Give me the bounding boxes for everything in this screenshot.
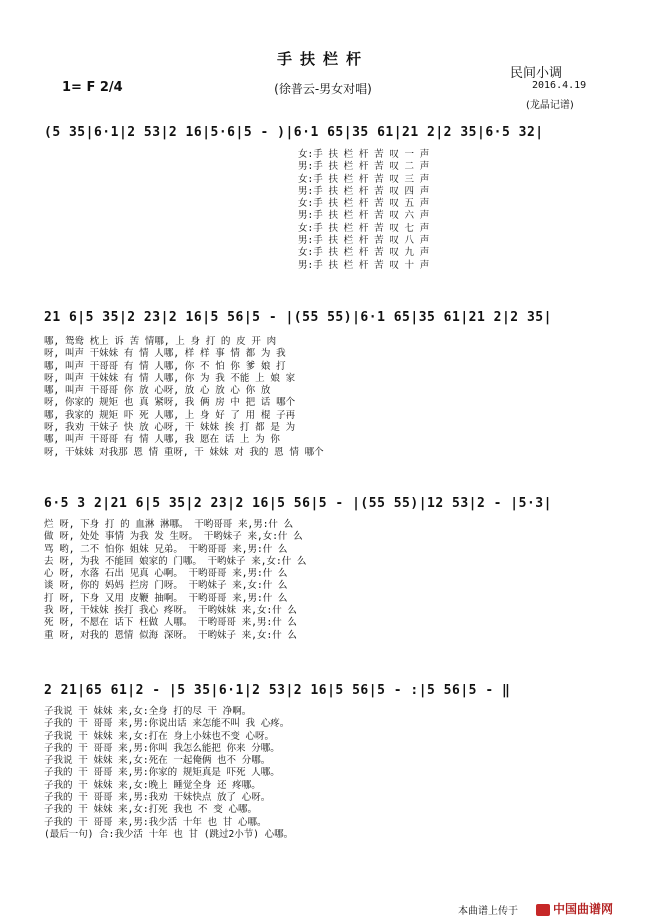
lyric-line: 子我的 干 哥哥 来,男:我劝 干妹快点 放了 心呀。 <box>44 792 271 804</box>
lyric-line: 呀, 叫声 干妹妹 有 情 人哪, 你 为 我 不能 上 娘 家 <box>44 372 296 384</box>
lyric-line: 男:手 扶 栏 杆 苦 叹 十 声 <box>298 259 430 271</box>
notation-line-2: 21 6|5 35|2 23|2 16|5 56|5 - |(55 55)|6·1 65|35 61|21 2|2 35| <box>44 310 552 325</box>
key-signature: 1= F 2/4 <box>62 80 123 95</box>
lyric-line: 女:手 扶 栏 杆 苦 叹 七 声 <box>298 222 430 234</box>
lyric-line: 男:手 扶 栏 杆 苦 叹 二 声 <box>298 161 430 173</box>
notation-line-3: 6·5 3 2|21 6|5 35|2 23|2 16|5 56|5 - |(55 55)|12 53|2 - |5·3| <box>44 496 552 511</box>
lyric-line: 子我说 干 妹妹 来,女:死在 一起俺俩 也不 分哪。 <box>44 755 271 767</box>
lyric-line: 男:手 扶 栏 杆 苦 叹 四 声 <box>298 185 430 197</box>
lyric-line: 呀, 我劝 干妹子 快 放 心呀, 干 妹妹 挨 打 都 是 为 <box>44 422 296 434</box>
site-logo-icon <box>536 904 550 916</box>
song-origin: 民间小调 <box>510 66 563 81</box>
lyric-line: 呀, 你家的 规矩 也 真 紧呀, 我 俩 房 中 把 话 哪个 <box>44 397 296 409</box>
lyric-line: 女:手 扶 栏 杆 苦 叹 九 声 <box>298 247 430 259</box>
lyrics-block-3 <box>44 519 306 642</box>
notation-line-4: 2 21|65 61|2 - |5 35|6·1|2 53|2 16|5 56|5 - :|5 56|5 - ‖ <box>44 683 511 698</box>
lyric-line: 谈 呀, 你的 妈妈 拦房 门呀。 干哟妹子 来,女:什 么 <box>44 580 288 592</box>
lyric-line: 去 呀, 为我 不能回 娘家的 门哪。 干哟妹子 来,女:什 么 <box>44 555 307 567</box>
lyric-line: 哪, 叫声 干哥哥 有 情 人哪, 你 不 怕 你 爹 娘 打 <box>44 360 286 372</box>
lyric-line: 女:手 扶 栏 杆 苦 叹 五 声 <box>298 198 430 210</box>
lyrics-block-2 <box>44 336 324 459</box>
transcriber: (龙晶记谱) <box>526 100 574 111</box>
song-subtitle: (徐普云-男女对唱) <box>274 82 372 96</box>
lyric-line: 哪, 叫声 干哥哥 你 放 心呀, 放 心 放 心 你 放 <box>44 385 271 397</box>
lyric-line: 男:手 扶 栏 杆 苦 叹 八 声 <box>298 235 430 247</box>
song-title: 手扶栏杆 <box>276 50 369 68</box>
lyric-line: 子我的 干 哥哥 来,男:你说出话 来怎能不叫 我 心疼。 <box>44 718 290 730</box>
lyric-line: 哪, 我家的 规矩 吓 死 人哪, 上 身 好 了 用 棍 子再 <box>44 409 296 421</box>
lyric-line: 哪, 叫声 干哥哥 有 情 人哪, 我 愿在 话 上 为 你 <box>44 434 280 446</box>
lyric-line: 女:手 扶 栏 杆 苦 叹 一 声 <box>298 149 430 160</box>
site-logo[interactable] <box>536 900 613 917</box>
lyric-line: 呀, 干妹妹 对我那 恩 情 重呀, 干 妹妹 对 我的 恩 情 哪个 <box>44 446 324 458</box>
lyric-line: 烂 呀, 下身 打 的 血淋 淋哪。 干哟哥哥 来,男:什 么 <box>44 519 294 530</box>
lyric-line: 我 呀, 干妹妹 挨打 我心 疼呀。 干哟妹妹 来,女:什 么 <box>44 605 297 617</box>
lyric-line: 子我的 干 妹妹 来,女:晚上 睡觉全身 还 疼哪。 <box>44 779 261 791</box>
lyric-line: 子我的 干 哥哥 来,男:我少活 十年 也 甘 心哪。 <box>44 816 267 828</box>
lyrics-block-1 <box>298 149 429 272</box>
lyric-line: 骂 哟, 二不 怕你 姐妹 兄弟。 干哟哥哥 来,男:什 么 <box>44 543 288 555</box>
transcription-date: 2016.4.19 <box>532 80 587 91</box>
lyric-line: 死 呀, 不愿在 话下 枉做 人哪。 干哟哥哥 来,男:什 么 <box>44 617 297 629</box>
lyric-line: 心 呀, 水落 石出 见真 心啊。 干哟哥哥 来,男:什 么 <box>44 568 288 580</box>
site-name: 中国曲谱网 <box>553 902 614 916</box>
lyric-line: 哪, 鸳鸯 枕上 诉 苦 情哪, 上 身 打 的 皮 开 肉 <box>44 336 277 347</box>
lyric-line: 打 呀, 下身 又用 皮鞭 抽啊。 干哟哥哥 来,男:什 么 <box>44 592 288 604</box>
lyric-line: (最后一句) 合:我少活 十年 也 甘 (跳过2小节) 心哪。 <box>44 828 294 840</box>
lyric-line: 子我说 干 妹妹 来,女:全身 打的尽 干 净啊。 <box>44 706 252 717</box>
lyric-line: 子我的 干 哥哥 来,男:你叫 我怎么能把 你来 分哪。 <box>44 742 280 754</box>
lyric-line: 子我的 干 妹妹 来,女:打死 我也 不 变 心哪。 <box>44 804 257 816</box>
notation-line-1: (5 35|6·1|2 53|2 16|5·6|5 - )|6·1 65|35 61|21 2|2 35|6·5 32| <box>44 125 544 140</box>
lyrics-block-4 <box>44 706 293 841</box>
upload-notice: 本曲谱上传于 <box>458 906 518 917</box>
lyric-line: 子我说 干 妹妹 来,女:打在 身上小妹也不变 心呀。 <box>44 730 275 742</box>
lyric-line: 子我的 干 哥哥 来,男:你家的 规矩真是 吓死 人哪。 <box>44 767 280 779</box>
lyric-line: 呀, 叫声 干妹妹 有 情 人哪, 样 样 事 情 都 为 我 <box>44 348 286 360</box>
lyric-line: 男:手 扶 栏 杆 苦 叹 六 声 <box>298 210 430 222</box>
lyric-line: 女:手 扶 栏 杆 苦 叹 三 声 <box>298 173 430 185</box>
lyric-line: 做 呀, 处处 事情 为我 发 生呀。 干哟妹子 来,女:什 么 <box>44 531 303 543</box>
lyric-line: 重 呀, 对我的 恩情 似海 深呀。 干哟妹子 来,女:什 么 <box>44 629 297 641</box>
